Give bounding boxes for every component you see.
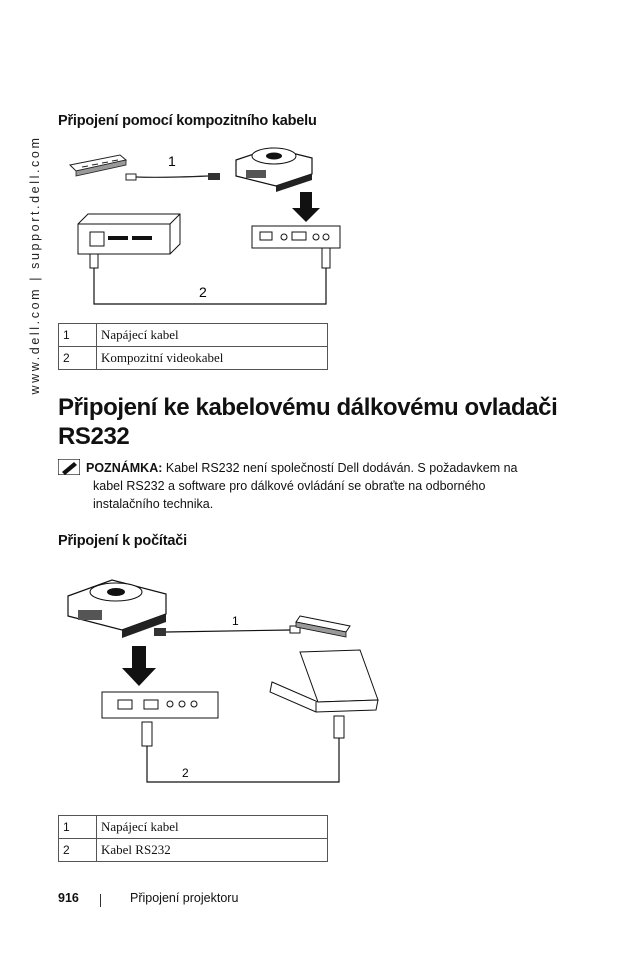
table-row: [59, 347, 328, 370]
laptop-illustration: [270, 650, 378, 712]
table-row: [59, 839, 328, 862]
section2-heading: Připojení ke kabelovému dálkovému ovladači RS232: [58, 394, 558, 450]
footer-divider: [100, 894, 101, 907]
projector-panel-illustration: [252, 226, 340, 248]
page-footer: [58, 891, 239, 905]
down-arrow-icon: [292, 192, 320, 222]
note-text-line1: Kabel RS232 není společností Dell dodáván. S požadavkem na: [165, 461, 518, 475]
section1-heading: Připojení pomocí kompozitního kabelu: [58, 113, 317, 129]
legend-number: 1: [59, 816, 97, 839]
note-pencil-icon: [58, 459, 80, 475]
note-text-line3: instalačního technika.: [93, 497, 214, 511]
down-arrow-icon: [122, 646, 156, 686]
figure1-label-1: 1: [168, 153, 176, 169]
section2-subheading: Připojení k počítači: [58, 533, 187, 549]
note-block: [58, 459, 548, 513]
side-url-label: www.dell.com | support.dell.com: [28, 135, 42, 395]
page-number: 916: [58, 891, 79, 905]
section1-legend-table: [58, 323, 328, 370]
power-strip-illustration: [70, 155, 126, 176]
table-row: [59, 324, 328, 347]
footer-title: Připojení projektoru: [130, 891, 239, 905]
figure2-label-2: 2: [182, 766, 189, 780]
power-cable-1: [126, 173, 220, 180]
legend-text: Napájecí kabel: [97, 324, 328, 347]
table-row: [59, 816, 328, 839]
note-text-line2: kabel RS232 a software pro dálkové ovládání se obraťte na odborného: [93, 479, 486, 493]
video-source-illustration: [78, 214, 180, 254]
rs232-connection-figure: [60, 570, 380, 795]
section2-legend-table: [58, 815, 328, 862]
projector-panel-illustration: [102, 692, 218, 718]
legend-number: 2: [59, 347, 97, 370]
figure1-label-2: 2: [199, 284, 207, 300]
projector-illustration: [236, 148, 312, 192]
projector-illustration: [68, 580, 166, 638]
legend-text: Kompozitní videokabel: [97, 347, 328, 370]
composite-connection-figure: [60, 140, 360, 310]
legend-text: Kabel RS232: [97, 839, 328, 862]
side-url-text: [24, 120, 46, 410]
legend-text: Napájecí kabel: [97, 816, 328, 839]
composite-cable-2: [90, 248, 330, 304]
legend-number: 2: [59, 839, 97, 862]
power-cable-1: [154, 626, 300, 636]
legend-number: 1: [59, 324, 97, 347]
note-label: POZNÁMKA:: [86, 461, 163, 475]
power-strip-illustration: [296, 616, 350, 637]
figure2-label-1: 1: [232, 614, 239, 628]
rs232-cable-2: [142, 716, 344, 782]
